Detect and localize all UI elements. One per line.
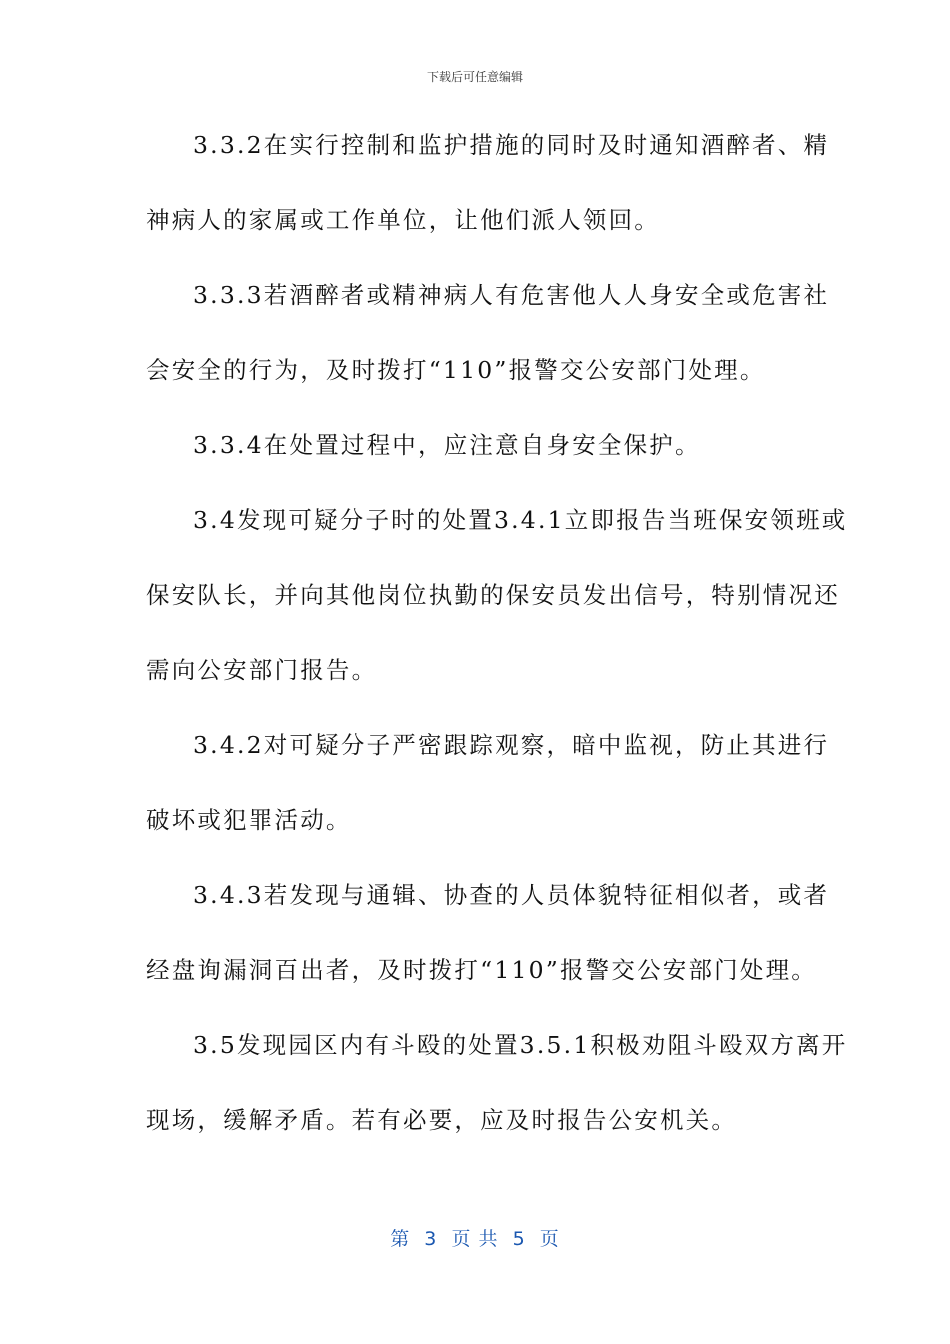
paragraph-line: 3.3.4在处置过程中，应注意自身安全保护。 (193, 431, 701, 459)
paragraph-line: 破坏或犯罪活动。 (146, 806, 352, 834)
paragraph-line: 需向公安部门报告。 (146, 656, 378, 684)
paragraph-line: 3.3.3若酒醉者或精神病人有危害他人人身安全或危害社 (193, 281, 830, 309)
header-note: 下载后可任意编辑 (426, 70, 523, 84)
page-number-footer: 第 3 页 共 5 页 (390, 1228, 560, 1250)
paragraph-line: 3.4.3若发现与通辑、协查的人员体貌特征相似者，或者 (193, 881, 830, 909)
paragraph-line: 神病人的家属或工作单位，让他们派人领回。 (146, 206, 660, 234)
paragraph-line: 经盘询漏洞百出者，及时拨打“110”报警交公安部门处理。 (146, 956, 817, 984)
paragraph-line: 会安全的行为，及时拨打“110”报警交公安部门处理。 (146, 356, 766, 384)
paragraph-line: 3.3.2在实行控制和监护措施的同时及时通知酒醉者、精 (193, 131, 830, 159)
paragraph-line: 3.4.2对可疑分子严密跟踪观察，暗中监视，防止其进行 (193, 731, 830, 759)
paragraph-line: 保安队长，并向其他岗位执勤的保安员发出信号，特别情况还 (146, 581, 840, 609)
paragraph-line: 3.4发现可疑分子时的处置3.4.1立即报告当班保安领班或 (193, 506, 848, 534)
paragraph-line: 3.5发现园区内有斗殴的处置3.5.1积极劝阻斗殴双方离开 (193, 1031, 848, 1059)
paragraph-line: 现场，缓解矛盾。若有必要，应及时报告公安机关。 (146, 1106, 738, 1134)
document-body (146, 122, 848, 1172)
